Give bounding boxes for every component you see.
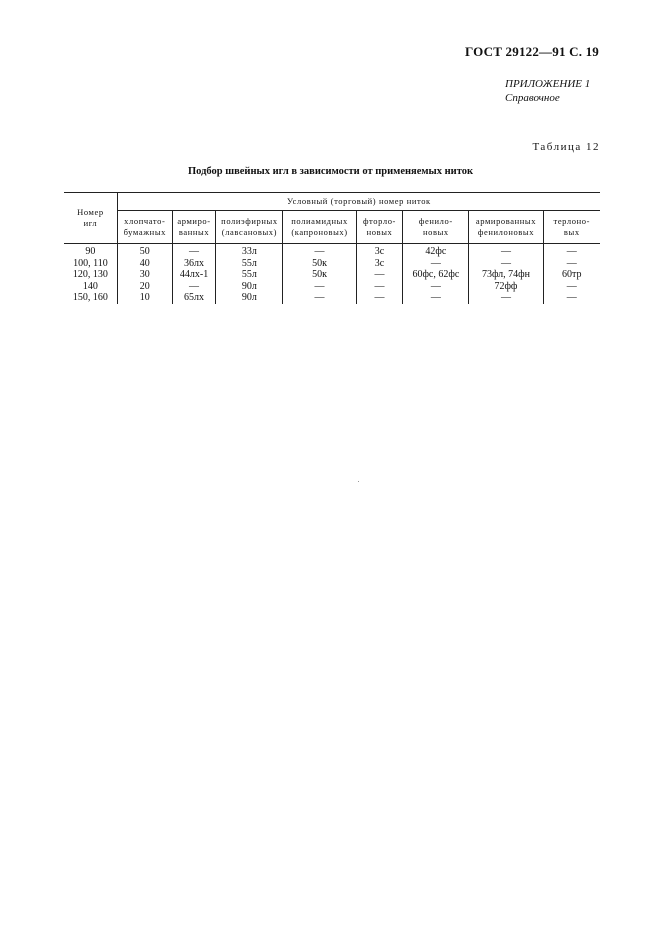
table-cell: 150, 160: [72, 292, 108, 303]
table-cell: —: [543, 281, 600, 293]
page-header: ГОСТ 29122—91 С. 19: [465, 44, 599, 59]
group-header: Условный (торговый) номер ниток: [117, 193, 600, 211]
table-cell: 60тр: [543, 269, 600, 281]
table-cell: 33л: [216, 244, 283, 258]
table-cell: 50: [117, 244, 172, 258]
table-cell: 30: [117, 269, 172, 281]
table-cell: 3с: [356, 258, 403, 270]
table-cell: —: [356, 281, 403, 293]
column-header: полиэфирных (лавсановых): [216, 211, 283, 244]
table-cell: —: [172, 281, 216, 293]
row-header: [64, 193, 117, 244]
table-cell: —: [356, 292, 403, 304]
table-cell: 90: [85, 246, 96, 257]
column-header: армированных фенилоновых: [469, 211, 543, 244]
table-cell: —: [172, 244, 216, 258]
row-header-line: игл: [83, 218, 98, 228]
row-header-line: Номер: [77, 207, 104, 217]
column-header: фенило- новых: [403, 211, 469, 244]
table-cell: 60фс, 62фс: [403, 269, 469, 281]
table-cell: 10: [117, 292, 172, 304]
column-header: армиро- ванных: [172, 211, 216, 244]
table-cell: 55л: [216, 258, 283, 270]
table-cell: 3с: [356, 244, 403, 258]
table-cell: —: [283, 281, 356, 293]
appendix-title: ПРИЛОЖЕНИЕ 1: [505, 78, 591, 90]
table-cell: 90л: [216, 292, 283, 304]
table-row: [64, 258, 600, 270]
appendix-subtitle: Справочное: [505, 92, 560, 104]
column-header: терлоно- вых: [543, 211, 600, 244]
table-cell: 72фф: [469, 281, 543, 293]
table-cell: —: [543, 244, 600, 258]
table-cell: —: [403, 258, 469, 270]
table-cell: 100, 110: [73, 257, 108, 269]
table-cell: 50к: [283, 258, 356, 270]
table-cell: —: [283, 244, 356, 258]
table-cell: —: [469, 258, 543, 270]
table-row: [64, 281, 600, 293]
table-cell: —: [356, 269, 403, 281]
table-cell: 36лх: [172, 258, 216, 270]
table-cell: —: [543, 258, 600, 270]
table-number: Таблица 12: [532, 141, 600, 153]
table-row: [64, 269, 600, 281]
table-cell: 50к: [283, 269, 356, 281]
table-cell: 20: [117, 281, 172, 293]
column-header: фторло- новых: [356, 211, 403, 244]
column-header: полиамидных (капроновых): [283, 211, 356, 244]
table-cell: 65лх: [172, 292, 216, 304]
table-cell: 55л: [216, 269, 283, 281]
table-cell: —: [283, 292, 356, 304]
column-header: хлопчато- бумажных: [117, 211, 172, 244]
table-cell: 140: [82, 280, 98, 292]
table-title: Подбор швейных игл в зависимости от применяемых ниток: [187, 166, 474, 177]
appendix-label: [505, 77, 590, 105]
needle-selection-table: [64, 192, 600, 304]
table-cell: —: [403, 292, 469, 304]
table-cell: —: [469, 292, 543, 304]
table-cell: 42фс: [403, 244, 469, 258]
table-cell: 120, 130: [72, 269, 108, 280]
table-cell: 44лх-1: [172, 269, 216, 281]
scan-speck: [358, 481, 359, 482]
table-row: [64, 244, 600, 258]
table-cell: —: [469, 244, 543, 258]
table-cell: 40: [117, 258, 172, 270]
table-cell: —: [403, 281, 469, 293]
table-cell: 73фл, 74фн: [469, 269, 543, 281]
table-row: [64, 292, 600, 304]
table-cell: 90л: [216, 281, 283, 293]
table-cell: —: [543, 292, 600, 304]
